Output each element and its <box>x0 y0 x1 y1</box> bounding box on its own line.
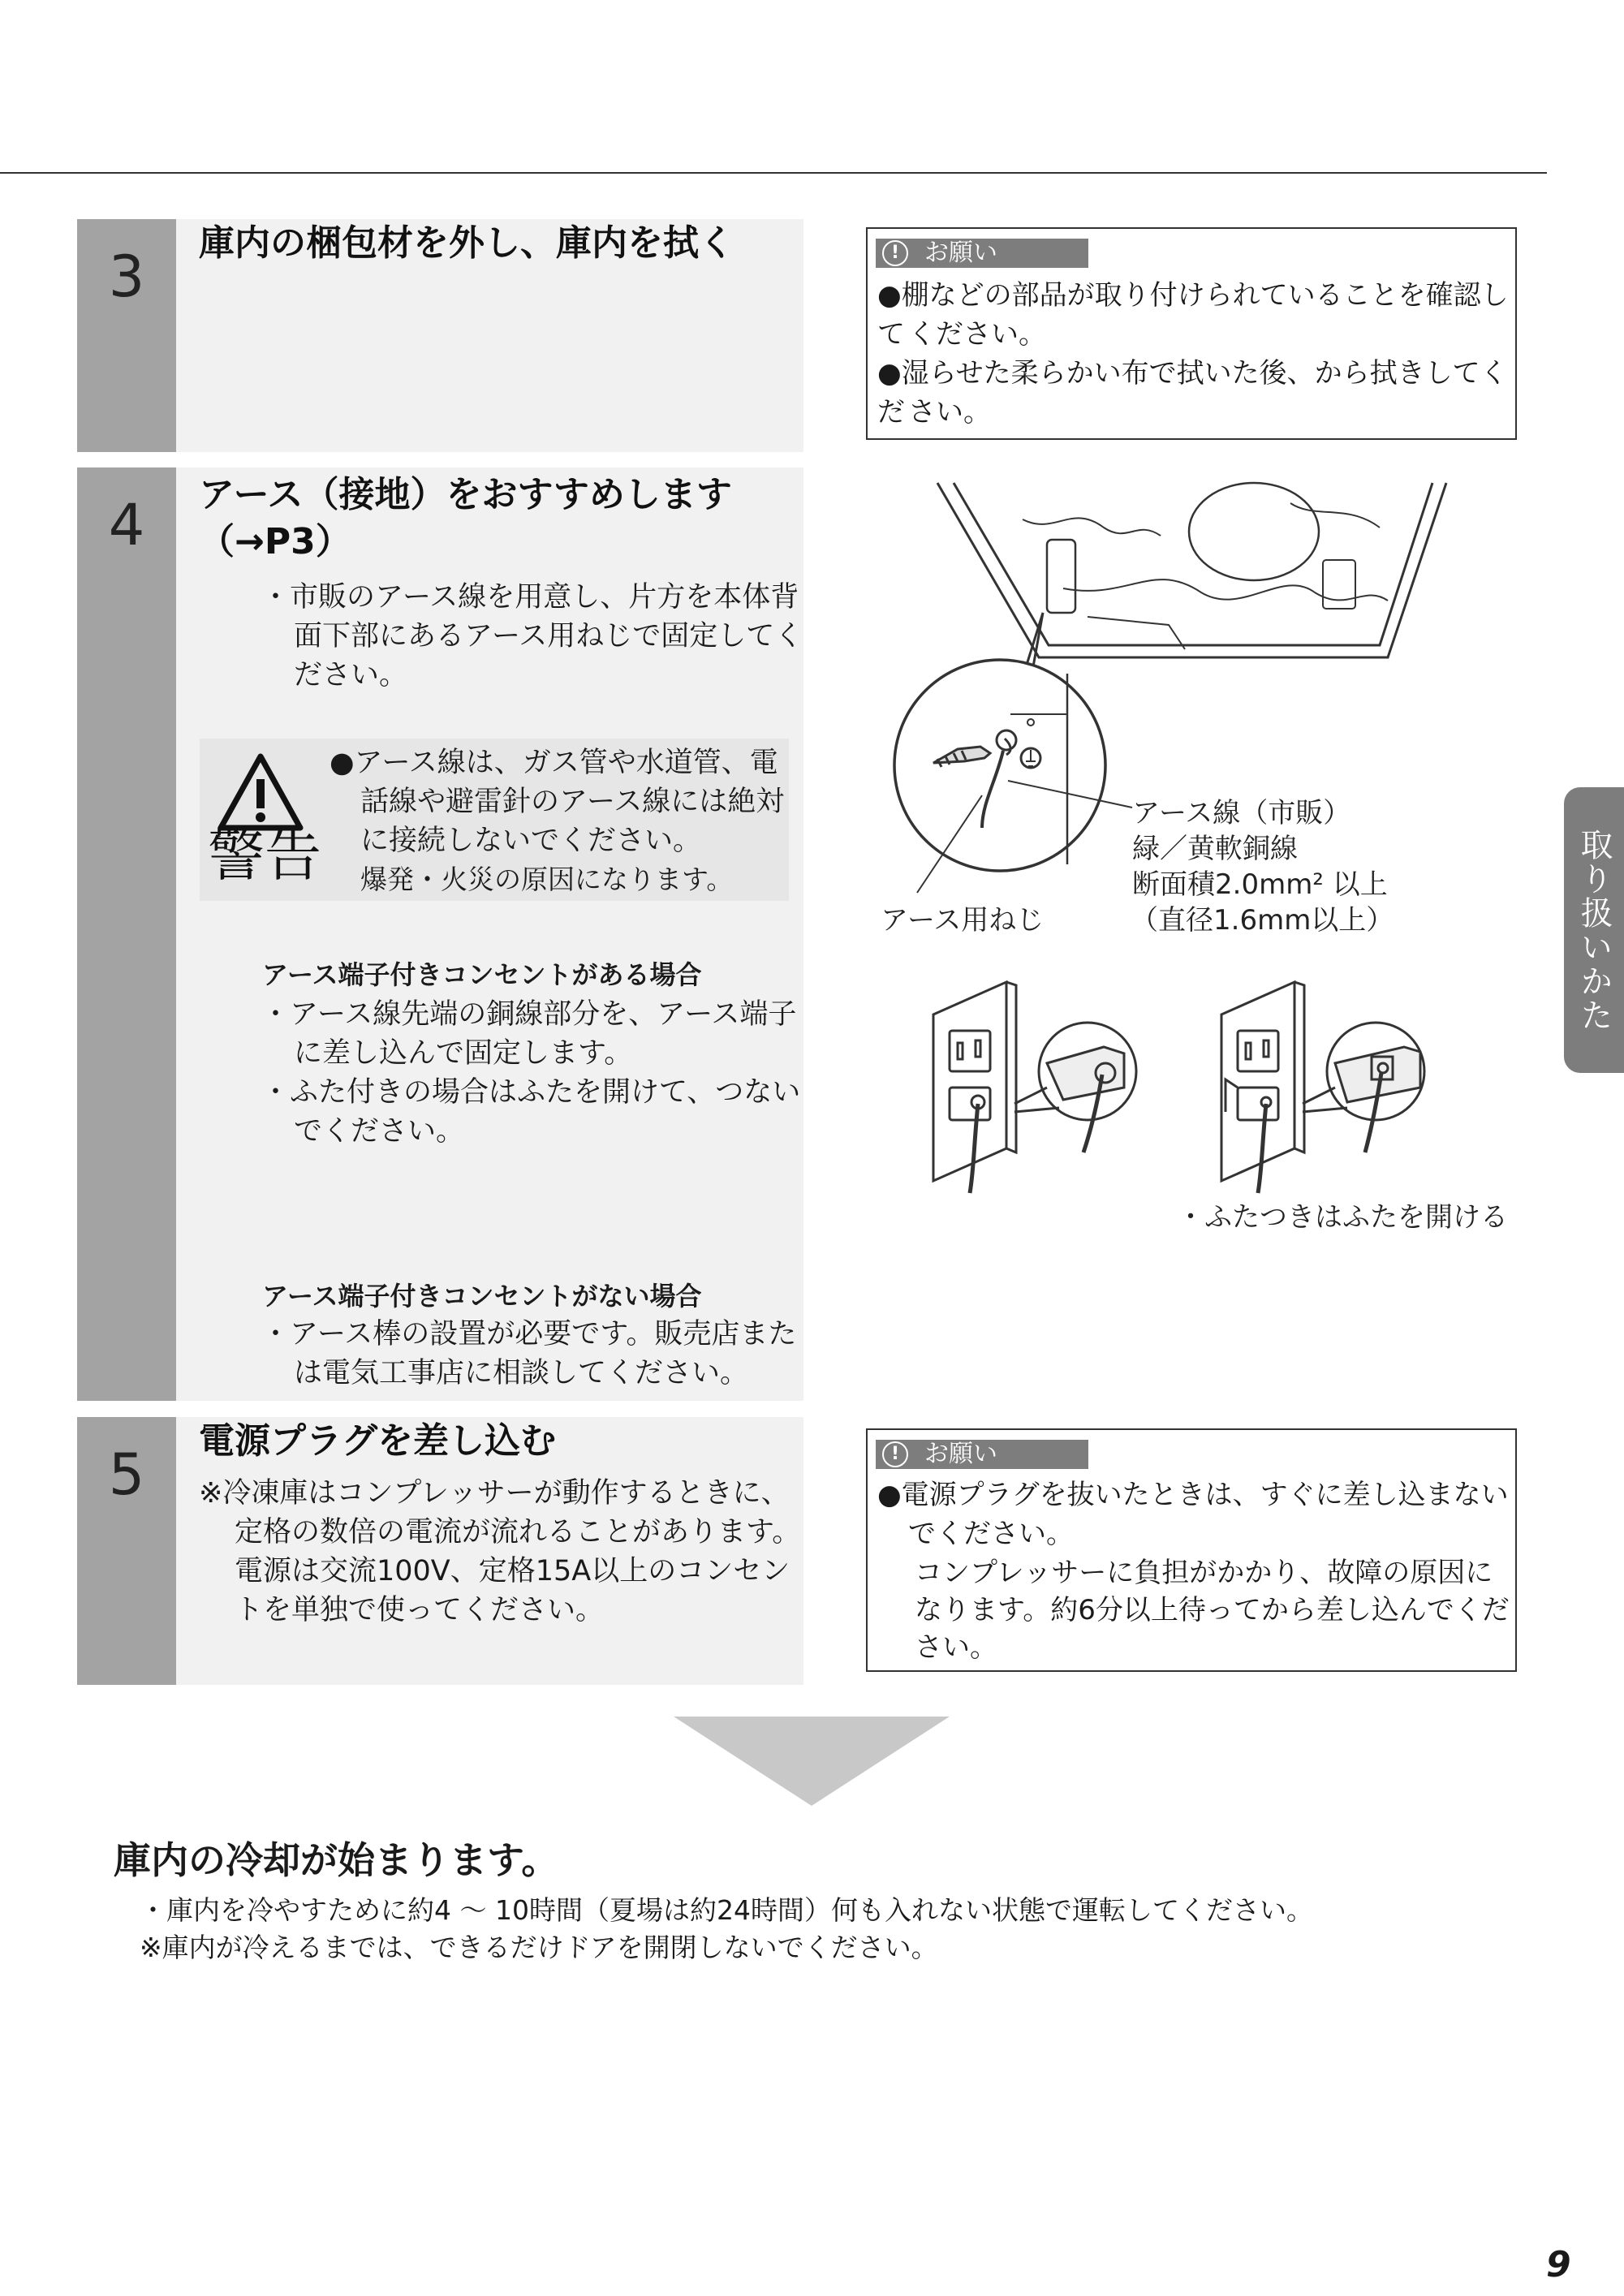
warning-line: 爆発・火災の原因になります。 <box>360 864 734 895</box>
note-line: コンプレッサーに負担がかかり、故障の原因に <box>915 1557 1493 1589</box>
side-tab-label: 取り扱いかた <box>1575 828 1613 1032</box>
exclamation-icon: ! <box>882 1441 908 1467</box>
case1-line: でください。 <box>294 1115 465 1148</box>
step-5-line: 電源は交流100V、定格15A以上のコンセン <box>235 1555 790 1587</box>
result-heading: 庫内の冷却が始まります。 <box>114 1838 559 1882</box>
result-line: ・庫内を冷やすために約4 ～ 10時間（夏場は約24時間）何も入れない状態で運転してください。 <box>140 1894 1313 1926</box>
result-line: ※庫内が冷えるまでは、できるだけドアを開閉しないでください。 <box>140 1932 938 1963</box>
step-4-body <box>176 467 803 1401</box>
step-3-number: 3 <box>108 243 145 310</box>
step-4-number-bar <box>77 467 176 1401</box>
step-4-title-ref: （→P3） <box>199 521 351 562</box>
warning-box <box>200 739 789 901</box>
step-4-bullet-line: 面下部にあるアース用ねじで固定してく <box>294 620 803 653</box>
note-line: さい。 <box>908 396 991 429</box>
step-3-number-bar <box>77 219 176 452</box>
warning-line: 話線や避雷針のアース線には絶対 <box>360 786 785 818</box>
note-header <box>876 239 1088 268</box>
top-rule <box>0 172 1547 174</box>
step-4-title: アース（接地）をおすすめします <box>199 474 732 515</box>
note-box-2 <box>866 1428 1517 1672</box>
note-header-label: お願い <box>924 1440 997 1468</box>
warning-line: ●アース線は、ガス管や水道管、電 <box>330 747 778 779</box>
ground-wire-label: アース線（市販） <box>1132 797 1351 829</box>
case2-line: ・アース棒の設置が必要です。販売店また <box>261 1318 797 1350</box>
exclamation-icon: ! <box>882 240 908 266</box>
case2-heading: アース端子付きコンセントがない場合 <box>262 1281 702 1312</box>
step-5-number: 5 <box>108 1441 145 1508</box>
page-number: 9 <box>1546 2244 1571 2285</box>
step-5-line: ※冷凍庫はコンプレッサーが動作するときに、 <box>199 1477 790 1510</box>
step-3-title: 庫内の梱包材を外し、庫内を拭く <box>199 222 734 264</box>
case2-line: は電気工事店に相談してください。 <box>294 1357 749 1389</box>
step-4-number: 4 <box>108 492 145 558</box>
step-5-body <box>176 1417 803 1685</box>
step-5-number-bar <box>77 1417 176 1685</box>
ground-wire-label: （直径1.6mm以上） <box>1131 904 1394 937</box>
side-tab[interactable] <box>1564 787 1624 1073</box>
note-line: なります。約6分以上待ってから差し込んでくだ <box>915 1594 1510 1626</box>
warning-line: に接続しないでください。 <box>360 825 702 857</box>
note-line: ください。 <box>908 318 1046 351</box>
outlet-illustration <box>917 966 1453 1209</box>
note-line: ●湿らせた柔らかい布で拭いた後、から拭きしてくだ <box>877 357 1508 429</box>
note-line: でください。 <box>908 1518 1074 1550</box>
ground-wire-label: 緑／黄軟銅線 <box>1132 833 1298 865</box>
note-line: ●棚などの部品が取り付けられていることを確認して <box>877 279 1509 351</box>
warning-label: 警告 <box>208 822 321 889</box>
step-4-bullet-line: ださい。 <box>294 659 408 691</box>
case1-line: に差し込んで固定します。 <box>294 1037 633 1070</box>
lid-open-note: ・ふたつきはふたを開ける <box>1177 1201 1508 1234</box>
warning-triangle-icon <box>216 752 305 833</box>
step-4-bullet-line: ・市販のアース線を用意し、片方を本体背 <box>261 581 799 614</box>
case1-line: ・アース線先端の銅線部分を、アース端子 <box>261 998 797 1031</box>
down-arrow-icon <box>674 1717 950 1806</box>
step-5-line: トを単独で使ってください。 <box>235 1594 605 1626</box>
note-box-1 <box>866 227 1517 440</box>
note-header <box>876 1440 1088 1469</box>
note-line: ●電源プラグを抜いたときは、すぐに差し込まない <box>877 1479 1509 1511</box>
step-5-title: 電源プラグを差し込む <box>199 1420 556 1462</box>
case1-line: ・ふた付きの場合はふたを開けて、つない <box>261 1076 801 1109</box>
ground-wire-label: 断面積2.0mm² 以上 <box>1132 868 1388 901</box>
step-3-body <box>176 219 803 452</box>
note-line: さい。 <box>915 1631 997 1664</box>
case1-heading: アース端子付きコンセントがある場合 <box>262 959 702 990</box>
note-header-label: お願い <box>924 239 997 267</box>
ground-screw-label: アース用ねじ <box>881 904 1045 937</box>
step-5-line: 定格の数倍の電流が流れることがあります。 <box>235 1516 801 1549</box>
